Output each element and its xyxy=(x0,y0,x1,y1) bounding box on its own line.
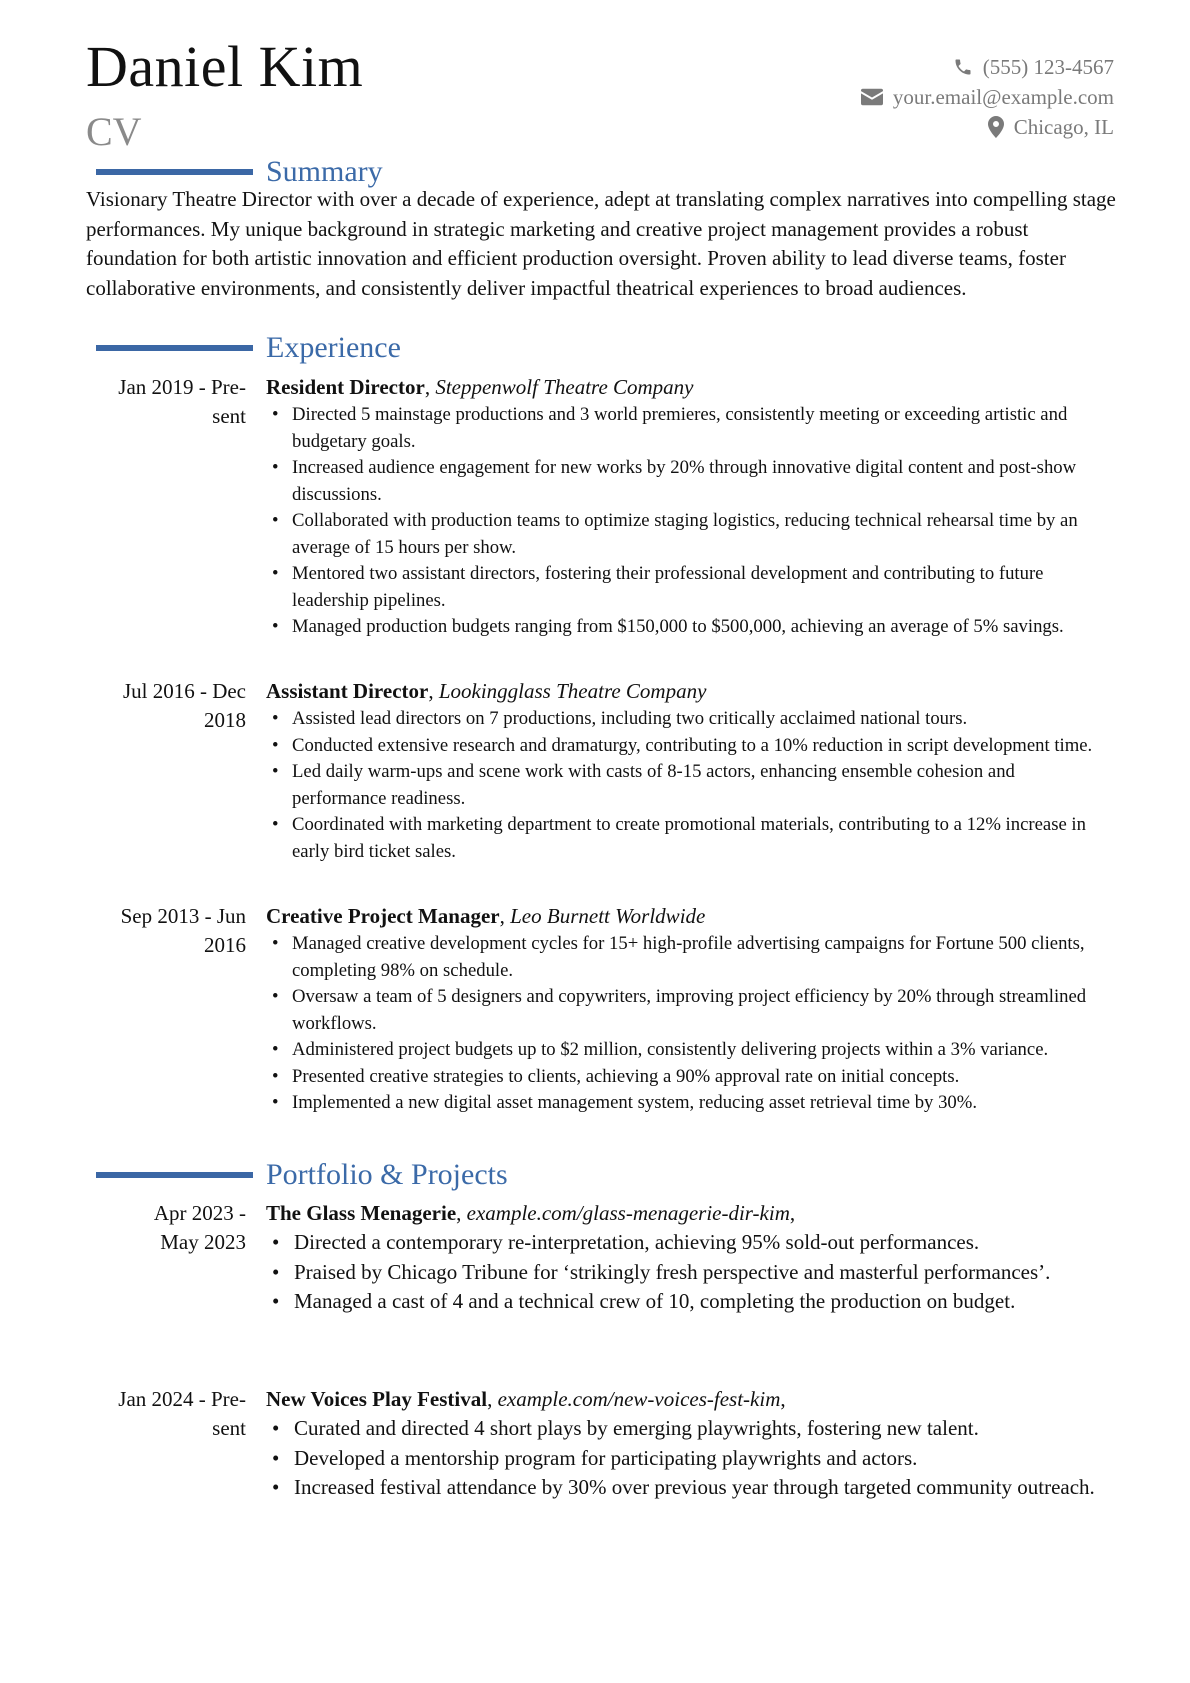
entry-date-line: Jul 2016 - Dec xyxy=(122,679,246,703)
bullet-list xyxy=(266,1414,1108,1503)
bullet-item: • Developed a mentorship program for participating playwrights and actors. xyxy=(266,1444,1108,1474)
bullet-list xyxy=(266,1228,1108,1317)
entry-date-line: Jan 2024 - Pre- xyxy=(118,1387,246,1411)
candidate-name: Daniel Kim xyxy=(86,34,364,99)
section-divider-bar xyxy=(96,1172,253,1178)
bullet-item: • Directed a contemporary re-interpretation, achieving 95% sold-out performances. xyxy=(266,1228,1108,1258)
section-title: Experience xyxy=(266,331,401,364)
entry-title: The Glass Menagerie, example.com/glass-menagerie-dir-kim, xyxy=(266,1201,796,1225)
experience-section-heading xyxy=(0,331,1190,365)
contact-location: Chicago, IL xyxy=(1013,114,1114,139)
entry-date xyxy=(86,1385,246,1443)
project-name: New Voices Play Festival xyxy=(266,1387,488,1411)
entry-body xyxy=(266,1199,1108,1317)
contact-phone-row xyxy=(694,52,1114,82)
entry-body xyxy=(266,677,1108,865)
bullet-item: • Collaborated with production teams to optimize staging logistics, reducing technical rehearsal time by an average of 15 hours per show. xyxy=(266,508,1108,561)
entry-date-line: 2016 xyxy=(204,933,246,957)
document-subtitle: CV xyxy=(86,109,142,154)
bullet-item: • Administered project budgets up to $2 million, consistently delivering projects within a 3% variance. xyxy=(266,1037,1108,1064)
section-title: Portfolio & Projects xyxy=(266,1158,508,1191)
entry-title: New Voices Play Festival, example.com/new-voices-fest-kim, xyxy=(266,1387,786,1411)
bullet-item: • Directed 5 mainstage productions and 3 world premieres, consistently meeting or exceeding artistic and budgetary goals. xyxy=(266,402,1108,455)
bullet-item: • Assisted lead directors on 7 productions, including two critically acclaimed national tours. xyxy=(266,706,1108,733)
summary-section-heading xyxy=(0,155,1190,189)
bullet-list xyxy=(266,931,1108,1117)
bullet-item: • Led daily warm-ups and scene work with casts of 8-15 actors, enhancing ensemble cohesion and performance readiness. xyxy=(266,759,1108,812)
entry-date-line: May 2023 xyxy=(160,1230,246,1254)
bullet-item: • Curated and directed 4 short plays by emerging playwrights, fostering new talent. xyxy=(266,1414,1108,1444)
projects-section-heading xyxy=(0,1158,1190,1192)
section-title: Summary xyxy=(266,155,383,188)
entry-date-line: Apr 2023 - xyxy=(153,1201,246,1225)
summary-text: Visionary Theatre Director with over a decade of experience, adept at translating complex narratives into compelling stage performances. My unique background in strategic marketing and creative project management provides a robust foundation for both artistic innovation and efficient production oversight. Proven ability to lead diverse teams, foster collaborative environments, and consistently deliver impactful theatrical experiences to broad audiences. xyxy=(86,187,1116,300)
bullet-item: • Oversaw a team of 5 designers and copywriters, improving project efficiency by 20% through streamlined workflows. xyxy=(266,984,1108,1037)
bullet-item: • Coordinated with marketing department to create promotional materials, contributing to a 12% increase in early bird ticket sales. xyxy=(266,812,1108,865)
entry-title: Resident Director, Steppenwolf Theatre Company xyxy=(266,375,694,399)
entry-title: Assistant Director, Lookingglass Theatre Company xyxy=(266,679,707,703)
contact-email-row xyxy=(694,82,1114,112)
bullet-item: • Conducted extensive research and dramaturgy, contributing to a 10% reduction in script development time. xyxy=(266,733,1108,760)
entry-body xyxy=(266,902,1108,1117)
bullet-item: • Managed creative development cycles for 15+ high-profile advertising campaigns for Fortune 500 clients, completing 98% on schedule. xyxy=(266,931,1108,984)
entry-date-line: sent xyxy=(212,1416,246,1440)
envelope-icon xyxy=(861,88,883,106)
bullet-item: • Managed production budgets ranging from $150,000 to $500,000, achieving an average of 5% savings. xyxy=(266,614,1108,641)
project-link[interactable]: example.com/new-voices-fest-kim xyxy=(497,1387,781,1411)
bullet-list xyxy=(266,402,1108,641)
contact-block xyxy=(694,52,1114,142)
job-organization: Leo Burnett Worldwide xyxy=(510,904,706,928)
contact-phone[interactable]: (555) 123-4567 xyxy=(982,54,1114,79)
project-link[interactable]: example.com/glass-menagerie-dir-kim xyxy=(466,1201,790,1225)
bullet-item: • Increased festival attendance by 30% over previous year through targeted community outreach. xyxy=(266,1473,1108,1503)
entry-date xyxy=(86,1199,246,1257)
entry-date xyxy=(86,677,246,735)
entry-date-line: Jan 2019 - Pre- xyxy=(118,375,246,399)
bullet-item: • Implemented a new digital asset management system, reducing asset retrieval time by 30%. xyxy=(266,1090,1108,1117)
job-organization: Steppenwolf Theatre Company xyxy=(435,375,694,399)
entry-date-line: sent xyxy=(212,404,246,428)
entry-body xyxy=(266,1385,1108,1503)
entry-title: Creative Project Manager, Leo Burnett Worldwide xyxy=(266,904,706,928)
entry-date xyxy=(86,902,246,960)
project-name: The Glass Menagerie xyxy=(266,1201,457,1225)
map-pin-icon xyxy=(988,116,1004,138)
phone-icon xyxy=(953,57,973,77)
section-divider-bar xyxy=(96,169,253,175)
bullet-item: • Managed a cast of 4 and a technical crew of 10, completing the production on budget. xyxy=(266,1287,1108,1317)
entry-date xyxy=(86,373,246,431)
job-role: Resident Director xyxy=(266,375,425,399)
entry-body xyxy=(266,373,1108,641)
bullet-item: • Presented creative strategies to clients, achieving a 90% approval rate on initial concepts. xyxy=(266,1064,1108,1091)
job-role: Creative Project Manager xyxy=(266,904,500,928)
contact-location-row xyxy=(694,112,1114,142)
bullet-item: • Praised by Chicago Tribune for ‘strikingly fresh perspective and masterful performances’. xyxy=(266,1258,1108,1288)
job-role: Assistant Director xyxy=(266,679,429,703)
contact-email[interactable]: your.email@example.com xyxy=(892,84,1114,109)
section-divider-bar xyxy=(96,345,253,351)
bullet-list xyxy=(266,706,1108,865)
entry-date-line: 2018 xyxy=(204,708,246,732)
bullet-item: • Mentored two assistant directors, fostering their professional development and contributing to future leadership pipelines. xyxy=(266,561,1108,614)
job-organization: Lookingglass Theatre Company xyxy=(438,679,707,703)
bullet-item: • Increased audience engagement for new works by 20% through innovative digital content and post-show discussions. xyxy=(266,455,1108,508)
entry-date-line: Sep 2013 - Jun xyxy=(120,904,246,928)
